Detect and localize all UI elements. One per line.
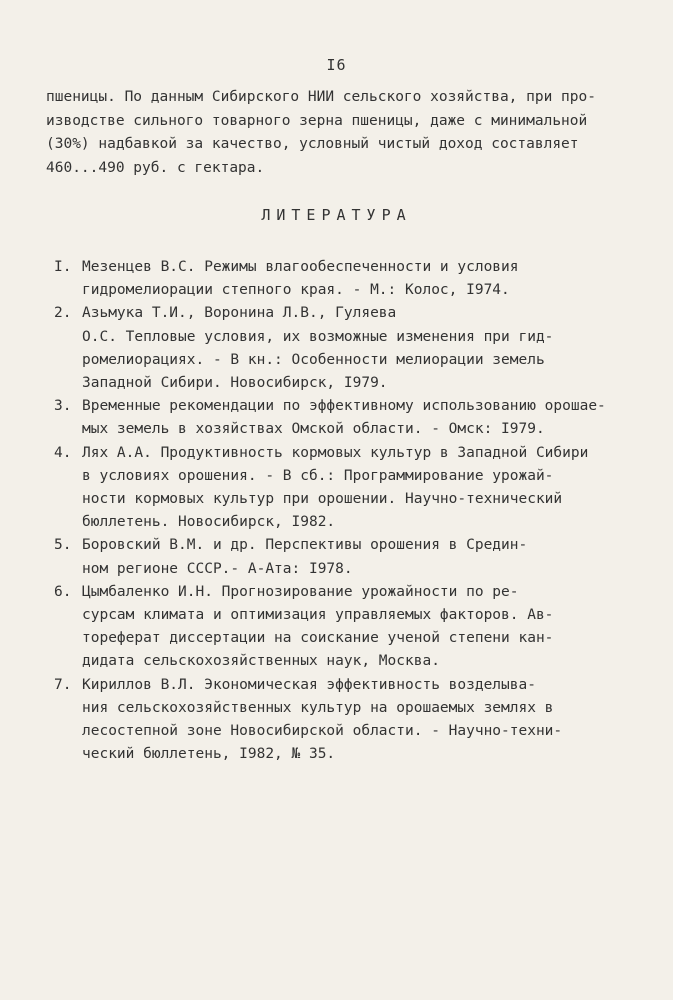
reference-line: Лях А.А. Продуктивность кормовых культур в Западной Сибири <box>82 444 589 461</box>
reference-item <box>46 581 656 674</box>
reference-line: мых земель в хозяйствах Омской области. - Омск: I979. <box>82 421 545 438</box>
reference-line: Азьмука Т.И., Воронина Л.В., Гуляева <box>82 305 397 322</box>
reference-line: ном регионе СССР.- А-Ата: I978. <box>82 560 353 577</box>
reference-line: Боровский В.М. и др. Перспективы орошения в Средин- <box>82 537 528 554</box>
page-number: I6 <box>326 56 347 74</box>
reference-number: 5. <box>54 537 72 554</box>
reference-line: Мезенцев В.С. Режимы влагообеспеченности и условия <box>82 259 519 275</box>
reference-item <box>46 256 656 302</box>
reference-line: бюллетень. Новосибирск, I982. <box>82 514 336 531</box>
reference-item <box>46 674 656 767</box>
reference-item <box>46 302 656 395</box>
reference-number: 4. <box>54 444 72 461</box>
reference-line: ческий бюллетень, I982, № 35. <box>82 746 336 763</box>
reference-line: ности кормовых культур при орошении. Научно-технический <box>82 491 563 508</box>
reference-line: Западной Сибири. Новосибирск, I979. <box>82 375 388 392</box>
reference-line: Временные рекомендации по эффективному использованию орошае- <box>82 398 606 415</box>
section-title: ЛИТЕРАТУРА <box>261 206 412 224</box>
reference-line: Кириллов В.Л. Экономическая эффективность возделыва- <box>82 676 536 693</box>
intro-paragraph: пшеницы. По данным Сибирского НИИ сельского хозяйства, при про- изводстве сильного товарного зерна пшеницы, даже с минимальной (30%) надбавкой за качество, условный чистый доход составляет 460...490 руб. с гектара. <box>46 89 596 176</box>
reference-number: 2. <box>54 305 72 322</box>
reference-line: лесостепной зоне Новосибирской области. - Научно-техни- <box>82 723 563 740</box>
reference-line: дидата сельскохозяйственных наук, Москва. <box>82 653 440 670</box>
reference-number: 7. <box>54 676 72 693</box>
reference-line: ния сельскохозяйственных культур на орошаемых землях в <box>82 699 554 716</box>
reference-line: Цымбаленко И.Н. Прогнозирование урожайности по ре- <box>82 583 519 600</box>
reference-line: О.С. Тепловые условия, их возможные изменения при гид- <box>82 328 554 345</box>
reference-list <box>46 256 656 766</box>
reference-line: гидромелиорации степного края. - М.: Колос, I974. <box>82 282 510 299</box>
reference-line: тореферат диссертации на соискание ученой степени кан- <box>82 630 554 647</box>
reference-item <box>46 442 656 535</box>
reference-line: сурсам климата и оптимизация управляемых факторов. Ав- <box>82 607 554 624</box>
reference-number: 6. <box>54 583 72 600</box>
reference-item <box>46 395 656 441</box>
reference-line: ромелиорациях. - В кн.: Особенности мелиорации земель <box>82 351 545 368</box>
reference-line: в условиях орошения. - В сб.: Программирование урожай- <box>82 467 554 484</box>
reference-item <box>46 534 656 580</box>
reference-number: 3. <box>54 398 72 415</box>
reference-number: I. <box>54 259 72 275</box>
